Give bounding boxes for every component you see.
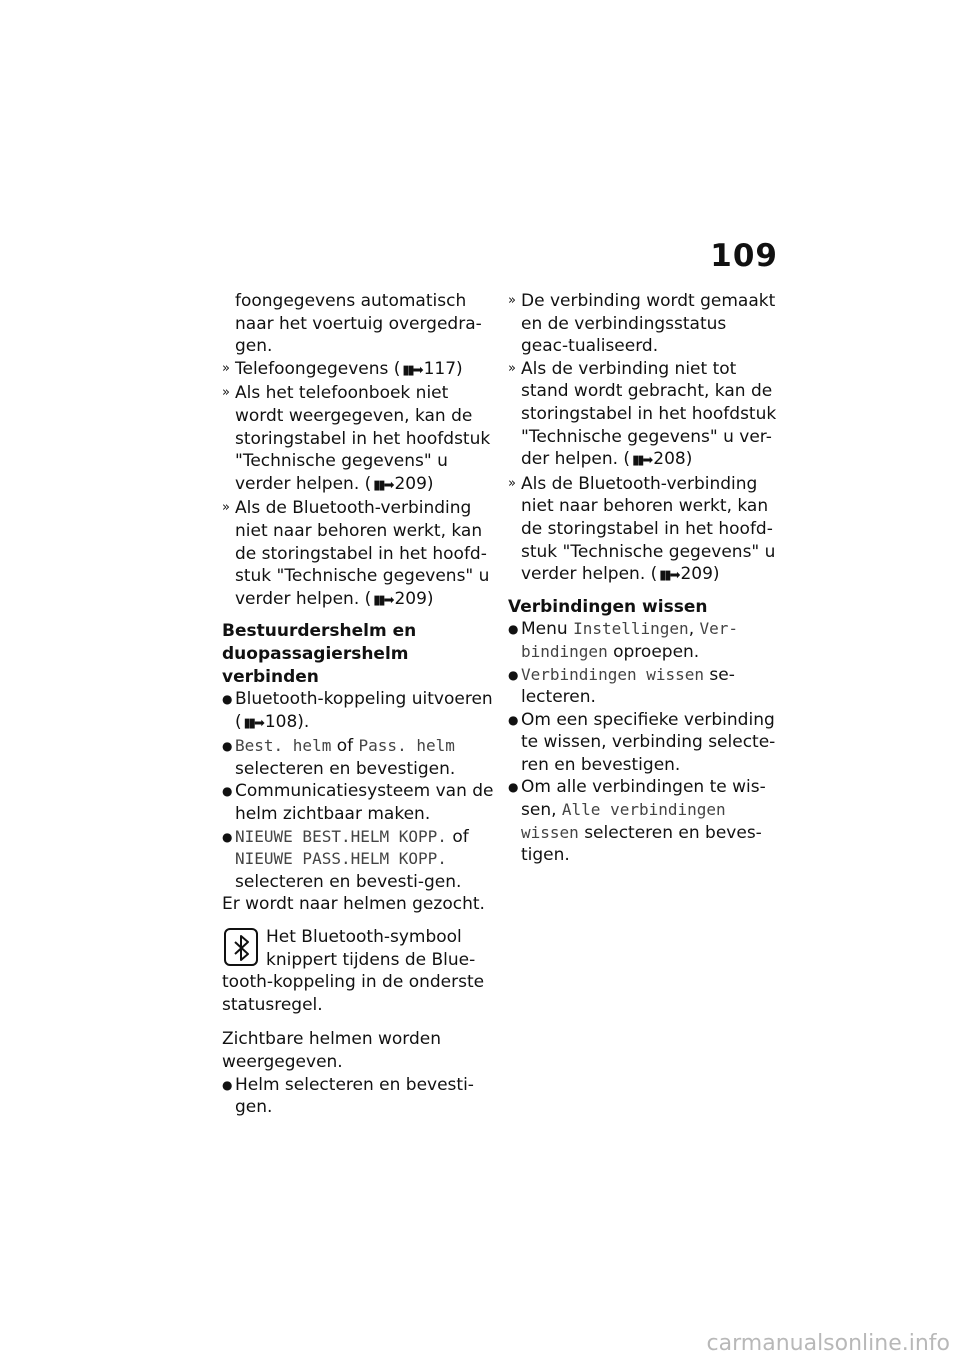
watermark: carmanualsonline.info [706,1331,950,1356]
page-reference[interactable]: 117) [423,358,463,379]
step-text: Als de Bluetooth-verbinding niet naar behoren werkt, kan de storingstabel in het hoofd-stuk "Technische gegevens" u verder helpen. ( [235,498,490,609]
bullet-marker: ● [222,739,233,754]
page-reference[interactable]: 108). [264,711,310,732]
bullet-marker: ● [222,1077,233,1092]
step-text: Als de Bluetooth-verbinding niet naar behoren werkt, kan de storingstabel in het hoofd-stuk "Technische gegevens" u verder helpen. ( [521,473,776,585]
step-marker: » [508,293,516,308]
bullet-marker: ● [508,622,519,637]
bullet-text: Menu [521,619,574,640]
bullet-item [508,618,778,663]
reference-arrow-icon: ▮▮➡ [659,568,679,584]
paragraph: Zichtbare helmen worden weergegeven. [222,1029,442,1072]
bullet-item [222,735,494,780]
bullet-text: Om alle verbindingen te wis-sen, [521,777,766,821]
step-item [222,382,494,497]
bullet-item [222,780,494,825]
bullet-item [222,1074,494,1119]
bullet-text: selecteren en bevesti-gen. [235,871,462,892]
page-reference[interactable]: 208) [653,449,693,470]
bullet-text: of [331,736,359,757]
bullet-item [508,776,778,866]
reference-arrow-icon: ▮▮➡ [373,592,393,608]
bullet-text: of [446,826,469,847]
step-item [222,358,494,383]
page-reference[interactable]: 209) [680,564,720,585]
page-reference[interactable]: 209) [394,588,434,609]
step-item [508,473,778,588]
bullet-item [222,826,494,894]
step-marker: » [508,360,516,376]
left-column [222,290,494,1119]
bullet-text: Communicatiesysteem van de helm zichtbaar maken. [235,781,494,825]
reference-arrow-icon: ▮▮➡ [373,477,393,493]
bullet-text: Helm selecteren en bevesti-gen. [235,1074,474,1118]
step-marker: » [222,385,230,401]
bullet-item [508,664,778,709]
menu-option: Ver-bindingen [521,619,739,661]
result-text: Er wordt naar helmen gezocht. [222,894,485,915]
note-text: Het Bluetooth-symbool knippert tijdens de Blue-tooth-koppeling in de onderste statusregel. [222,927,485,1015]
page-reference[interactable]: 209) [394,473,434,494]
bullet-marker: ● [222,829,233,844]
step-item [508,290,778,358]
step-marker: » [222,500,230,516]
bullet-text: oproepen. [607,641,700,662]
reference-arrow-icon: ▮▮➡ [402,362,422,378]
note-block [222,926,494,1016]
bluetooth-icon [224,928,258,966]
section-heading: Verbindingen wissen [508,596,708,617]
bullet-item [508,709,778,777]
bullet-item [222,688,494,735]
step-marker: » [508,475,516,491]
bullet-marker: ● [508,667,519,682]
bullet-text: , [688,619,700,640]
page-number: 109 [710,238,778,274]
bullet-text: Om een specifieke verbinding te wissen, verbinding selecte-ren en bevestigen. [521,709,776,775]
step-text: Als het telefoonboek niet wordt weergegeven, kan de storingstabel in het hoofdstuk "Technische gegevens" u verder helpen. ( [235,383,491,494]
menu-option: Best. helm [235,736,332,756]
bullet-marker: ● [222,692,233,707]
menu-option: NIEUWE BEST.HELM KOPP. [235,826,447,846]
bullet-marker: ● [222,784,233,799]
step-text: Als de verbinding niet tot stand wordt gebracht, kan de storingstabel in het hoofdstuk "Technische gegevens" u ver-der helpen. ( [521,358,777,470]
bullet-text: selecteren en beves-tigen. [521,822,762,866]
step-marker: » [222,360,230,376]
menu-option: Verbindingen wissen [521,664,705,684]
step-item [222,497,494,612]
menu-option: Pass. helm [358,736,455,756]
step-text: Telefoongegevens ( [235,358,401,379]
bullet-text: Bluetooth-koppeling uitvoeren ( [235,689,493,732]
reference-arrow-icon: ▮▮➡ [243,715,263,731]
step-text: De verbinding wordt gemaakt en de verbindingsstatus geac-tualiseerd. [521,291,776,357]
bullet-text: se-lecteren. [521,664,735,708]
menu-option: NIEUWE PASS.HELM KOPP. [235,849,447,869]
bullet-marker: ● [508,712,519,727]
menu-option: Alle verbindingen wissen [521,800,726,842]
step-item [508,358,778,473]
right-column [508,290,778,867]
menu-option: Instellingen [573,619,689,639]
continued-text: foongegevens automatisch naar het voertuig overgedra-gen. [235,291,482,357]
bullet-text: selecteren en bevestigen. [235,758,456,779]
section-heading: Bestuurdershelm en duopassagiershelm verbinden [222,621,417,687]
reference-arrow-icon: ▮▮➡ [632,453,652,469]
bullet-marker: ● [508,780,519,795]
